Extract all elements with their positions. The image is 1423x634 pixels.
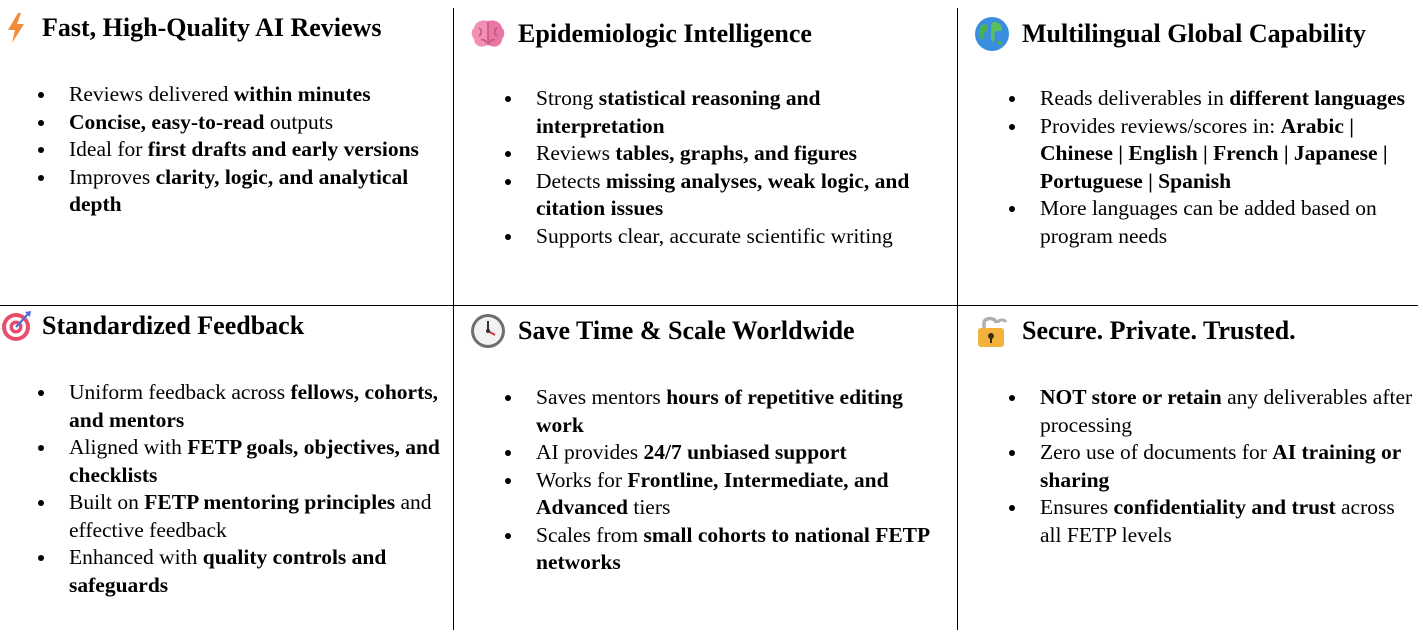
list-item: Scales from small cohorts to national FETP networks [536, 522, 952, 577]
card-fast-reviews [4, 10, 449, 219]
card-list [1040, 384, 1414, 549]
card-title: Multilingual Global Capability [1022, 19, 1366, 48]
card-title: Epidemiologic Intelligence [518, 19, 812, 48]
lightning-icon [4, 10, 28, 46]
list-item: Provides reviews/scores in: Arabic | Chinese | English | French | Japanese | Portuguese | Spanish [1040, 113, 1414, 196]
list-item: More languages can be added based on program needs [1040, 195, 1414, 250]
card-list [69, 379, 450, 599]
lock-icon [974, 313, 1010, 349]
list-item: Reads deliverables in different languages [1040, 85, 1414, 113]
card-save-time [470, 313, 952, 577]
card-header [470, 16, 952, 52]
card-list [1040, 85, 1414, 250]
list-item: Reviews tables, graphs, and figures [536, 140, 952, 168]
list-item: Supports clear, accurate scientific writing [536, 223, 952, 251]
card-multilingual [974, 16, 1414, 250]
list-item: Improves clarity, logic, and analytical depth [69, 164, 449, 219]
card-title: Standardized Feedback [42, 311, 305, 340]
card-header [974, 16, 1414, 52]
card-title: Save Time & Scale Worldwide [518, 316, 855, 345]
list-item: Detects missing analyses, weak logic, and citation issues [536, 168, 952, 223]
list-item: Ideal for first drafts and early versions [69, 136, 449, 164]
list-item: Ensures confidentiality and trust across all FETP levels [1040, 494, 1414, 549]
list-item: Reviews delivered within minutes [69, 81, 449, 109]
divider-horizontal [0, 305, 1418, 306]
brain-icon [470, 16, 506, 52]
card-list [536, 85, 952, 250]
card-title: Fast, High-Quality AI Reviews [42, 13, 382, 42]
card-header [470, 313, 952, 349]
globe-icon [974, 16, 1010, 52]
card-title: Secure. Private. Trusted. [1022, 316, 1296, 345]
card-header [974, 313, 1414, 349]
list-item: AI provides 24/7 unbiased support [536, 439, 952, 467]
target-icon [0, 308, 32, 344]
card-header [4, 10, 449, 46]
list-item: Zero use of documents for AI training or sharing [1040, 439, 1414, 494]
divider-vertical-1 [453, 8, 454, 630]
list-item: Aligned with FETP goals, objectives, and checklists [69, 434, 450, 489]
card-standardized-feedback [0, 308, 450, 599]
clock-icon [470, 313, 506, 349]
list-item: Built on FETP mentoring principles and effective feedback [69, 489, 450, 544]
list-item: Works for Frontline, Intermediate, and Advanced tiers [536, 467, 952, 522]
list-item: Concise, easy-to-read outputs [69, 109, 449, 137]
list-item: Uniform feedback across fellows, cohorts, and mentors [69, 379, 450, 434]
list-item: Enhanced with quality controls and safeguards [69, 544, 450, 599]
card-secure [974, 313, 1414, 549]
list-item: Strong statistical reasoning and interpretation [536, 85, 952, 140]
card-list [69, 81, 449, 219]
card-header [0, 308, 450, 344]
list-item: NOT store or retain any deliverables after processing [1040, 384, 1414, 439]
list-item: Saves mentors hours of repetitive editing work [536, 384, 952, 439]
divider-vertical-2 [957, 8, 958, 630]
card-list [536, 384, 952, 577]
card-epidemiologic-intelligence [470, 16, 952, 250]
